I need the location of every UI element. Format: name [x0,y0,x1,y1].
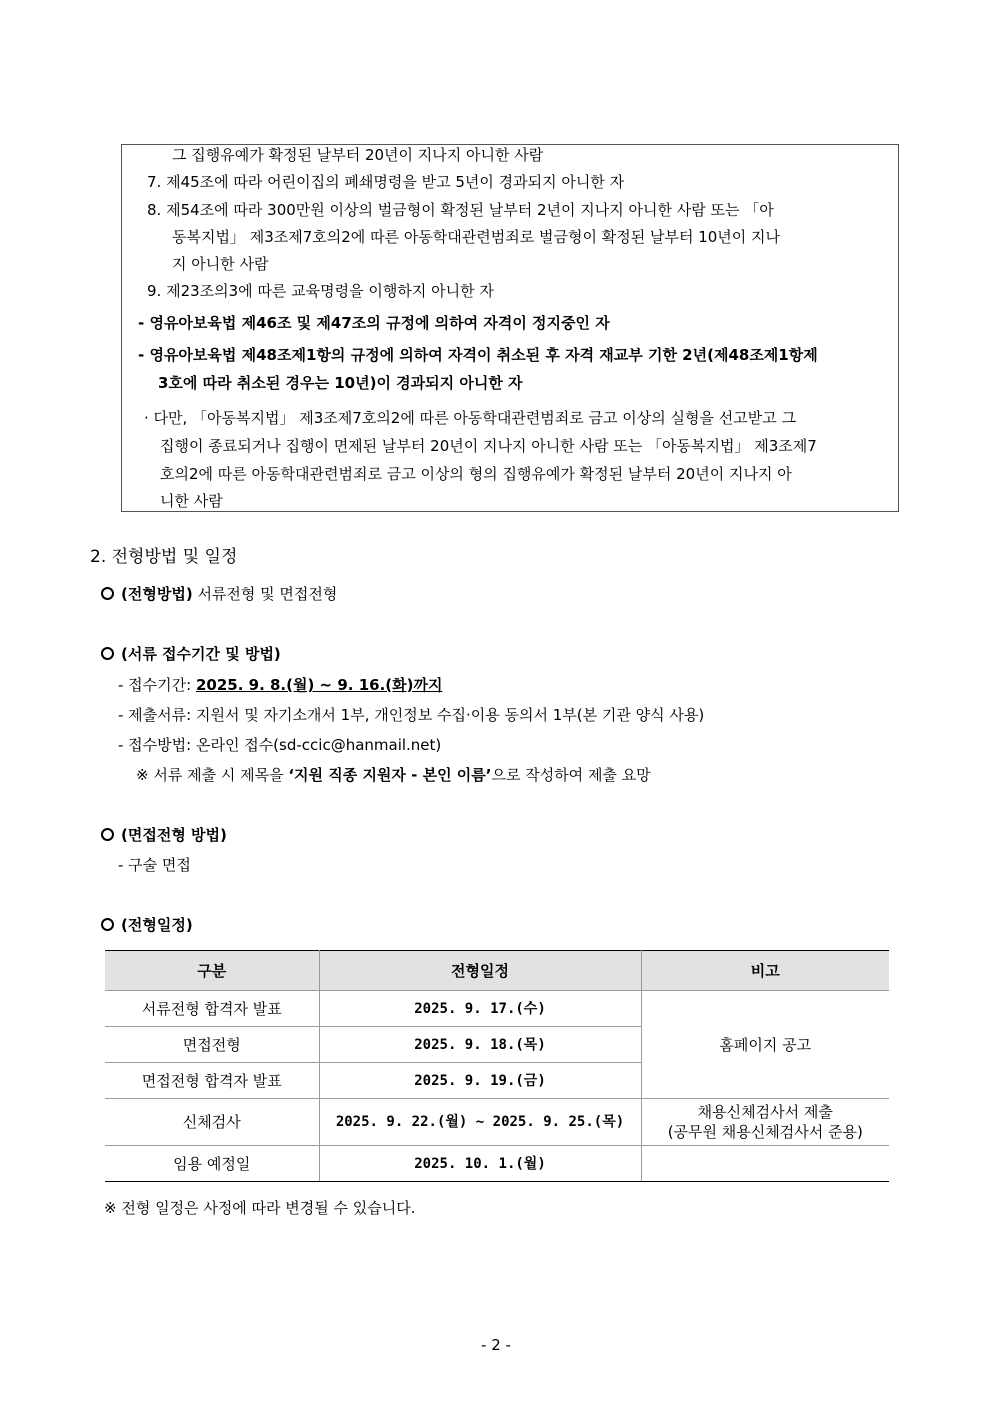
section-title: 2. 전형방법 및 일정 [90,547,238,567]
row-date: 2025. 9. 19.(금) [319,1063,641,1099]
method-label: (전형방법) [121,585,193,603]
disqualification-box [121,144,899,512]
method-line [101,583,337,604]
schedule-footnote: ※ 전형 일정은 사정에 따라 변경될 수 있습니다. [104,1199,416,1217]
application-how: - 접수방법: 온라인 접수(sd-ccic@hanmail.net) [118,736,442,754]
row-category: 임용 예정일 [105,1146,319,1182]
box-line: 니한 사람 [160,492,223,510]
row-category: 서류전형 합격자 발표 [105,991,319,1027]
box-line-bold: - 영유아보육법 제46조 및 제47조의 규정에 의하여 자격이 정지중인 자 [138,314,610,332]
row-date: 2025. 10. 1.(월) [319,1146,641,1182]
box-line: 8. 제54조에 따라 300만원 이상의 벌금형이 확정된 날부터 2년이 지나지 아니한 사람 또는 「아 [147,201,774,219]
box-line: 동복지법」 제3조제7호의2에 따른 아동학대관련범죄로 벌금형이 확정된 날부터 10년이 지나 [172,228,781,246]
circle-bullet-icon [101,587,114,600]
schedule-heading: (전형일정) [101,914,193,935]
table-row [105,991,889,1027]
row-category: 신체검사 [105,1099,319,1146]
header-schedule: 전형일정 [319,951,641,991]
circle-bullet-icon [101,647,114,660]
circle-bullet-icon [101,918,114,931]
row-date: 2025. 9. 18.(목) [319,1027,641,1063]
period-value: 2025. 9. 8.(월) ~ 9. 16.(화)까지 [195,676,443,694]
interview-text: - 구술 면접 [118,856,191,874]
row-date: 2025. 9. 17.(수) [319,991,641,1027]
box-line-bold: - 영유아보육법 제48조제1항의 규정에 의하여 자격이 취소된 후 자격 재교부 기한 2년(제48조제1항제 [138,346,818,364]
application-heading: (서류 접수기간 및 방법) [101,643,281,664]
row-note-homepage: 홈페이지 공고 [641,991,889,1099]
box-line: 집행이 종료되거나 집행이 면제된 날부터 20년이 지나지 아니한 사람 또는 「아동복지법」 제3조제7 [160,437,817,455]
row-note-medical: 채용신체검사서 제출 (공무원 채용신체검사서 준용) [641,1099,889,1146]
header-note: 비고 [641,951,889,991]
application-note: ※ 서류 제출 시 제목을 ‘지원 직종 지원자 - 본인 이름’으로 작성하여 제출 요망 [136,766,651,784]
application-period [118,674,442,695]
box-line: 7. 제45조에 따라 어린이집의 폐쇄명령을 받고 5년이 경과되지 아니한 자 [147,173,625,191]
box-line: 지 아니한 사람 [172,255,269,273]
row-note-empty [641,1146,889,1182]
method-text: 서류전형 및 면접전형 [192,585,338,603]
table-row [105,1146,889,1182]
box-line: 그 집행유예가 확정된 날부터 20년이 지나지 아니한 사람 [172,146,544,164]
table-header-row [105,951,889,991]
row-date: 2025. 9. 22.(월) ~ 2025. 9. 25.(목) [319,1099,641,1146]
page-number: - 2 - [481,1336,511,1354]
box-line-bold: 3호에 따라 취소된 경우는 10년)이 경과되지 아니한 자 [158,374,523,392]
box-line: 호의2에 따른 아동학대관련범죄로 금고 이상의 형의 집행유예가 확정된 날부터 20년이 지나지 아 [160,465,792,483]
row-category: 면접전형 [105,1027,319,1063]
interview-heading: (면접전형 방법) [101,824,227,845]
circle-bullet-icon [101,828,114,841]
note-bold: ‘지원 직종 지원자 - 본인 이름’ [288,766,492,784]
box-line: · 다만, 「아동복지법」 제3조제7호의2에 따른 아동학대관련범죄로 금고 이상의 실형을 선고받고 그 [144,409,796,427]
table-row [105,1099,889,1146]
header-category: 구분 [105,951,319,991]
row-category: 면접전형 합격자 발표 [105,1063,319,1099]
application-docs: - 제출서류: 지원서 및 자기소개서 1부, 개인정보 수집·이용 동의서 1부(본 기관 양식 사용) [118,706,705,724]
period-label: - 접수기간: [118,676,196,694]
box-line: 9. 제23조의3에 따른 교육명령을 이행하지 아니한 자 [147,282,494,300]
schedule-table [105,950,889,1182]
